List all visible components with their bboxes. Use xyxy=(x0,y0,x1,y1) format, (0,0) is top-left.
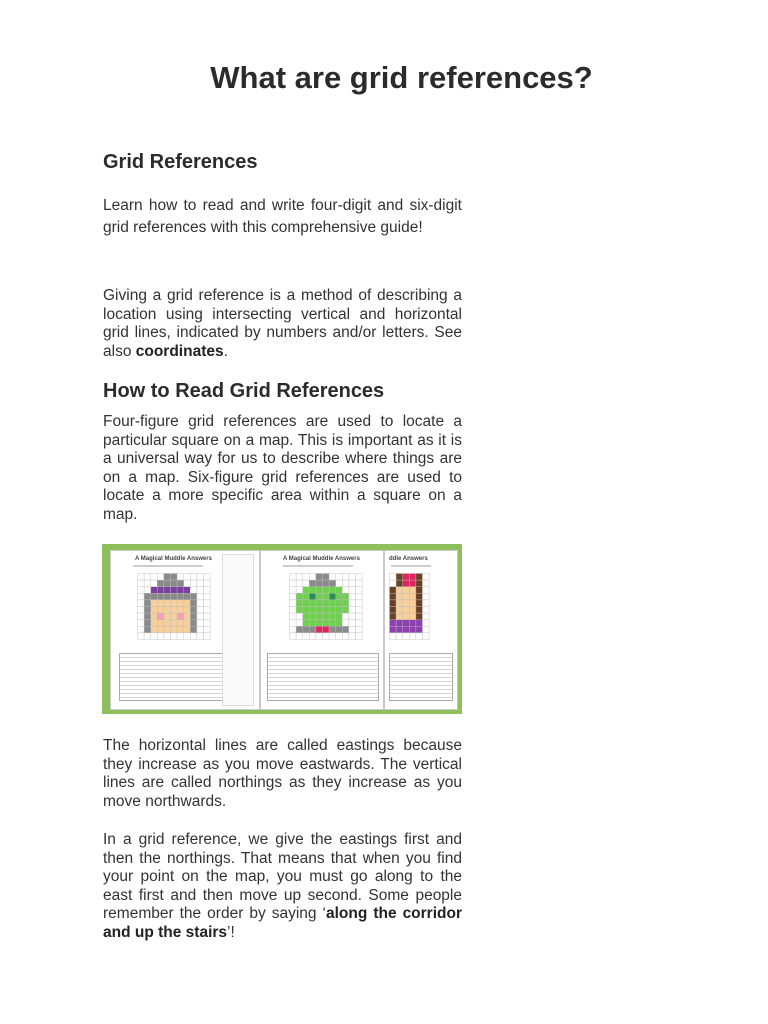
mnemonic-phrase: along the corridor and up the stairs xyxy=(103,905,462,941)
order-end: ’! xyxy=(227,923,235,941)
four-figure-paragraph: Four-figure grid references are used to locate a particular square on a map. This is important as it is a universal way for us to describe where things are on a map. Six-figure grid references are used to locate a more specific area within a square on a map. xyxy=(103,413,462,523)
worksheet-sheet-2 xyxy=(260,550,384,710)
order-paragraph xyxy=(103,831,462,943)
how-to-read-heading: How to Read Grid References xyxy=(103,380,385,402)
pixel-grid-girl xyxy=(389,573,439,645)
definition-end: . xyxy=(223,342,228,360)
definition-paragraph xyxy=(103,287,462,361)
sheet-3-title: ddle Answers xyxy=(389,556,428,562)
sheet-2-title: A Magical Muddle Answers xyxy=(283,556,360,562)
worksheet-preview-image xyxy=(102,544,462,714)
coordinates-link[interactable]: coordinates xyxy=(135,342,224,360)
eastings-paragraph: The horizontal lines are called eastings because they increase as you move eastwards. The vertical lines are called northings as they increase as you move northwards. xyxy=(103,737,462,810)
order-text: In a grid reference, we give the eastings first and then the northings. That means that when you find your point on the map, you must go along to the east first and then move up second. Some people remember the order by saying ‘ xyxy=(103,831,462,923)
definition-text: Giving a grid reference is a method of describing a location using intersecting vertical and horizontal grid lines, indicated by numbers and/or letters. See also xyxy=(103,287,462,360)
page-title: What are grid references? xyxy=(210,60,593,95)
grid-references-heading: Grid References xyxy=(103,151,258,173)
pixel-grid-witch xyxy=(137,573,217,645)
worksheet-sheet-3 xyxy=(384,550,458,710)
sheet-1-title: A Magical Muddle Answers xyxy=(135,556,212,562)
intro-paragraph: Learn how to read and write four-digit and six-digit grid references with this comprehensive guide! xyxy=(103,197,462,236)
pixel-grid-goblin xyxy=(289,573,369,645)
